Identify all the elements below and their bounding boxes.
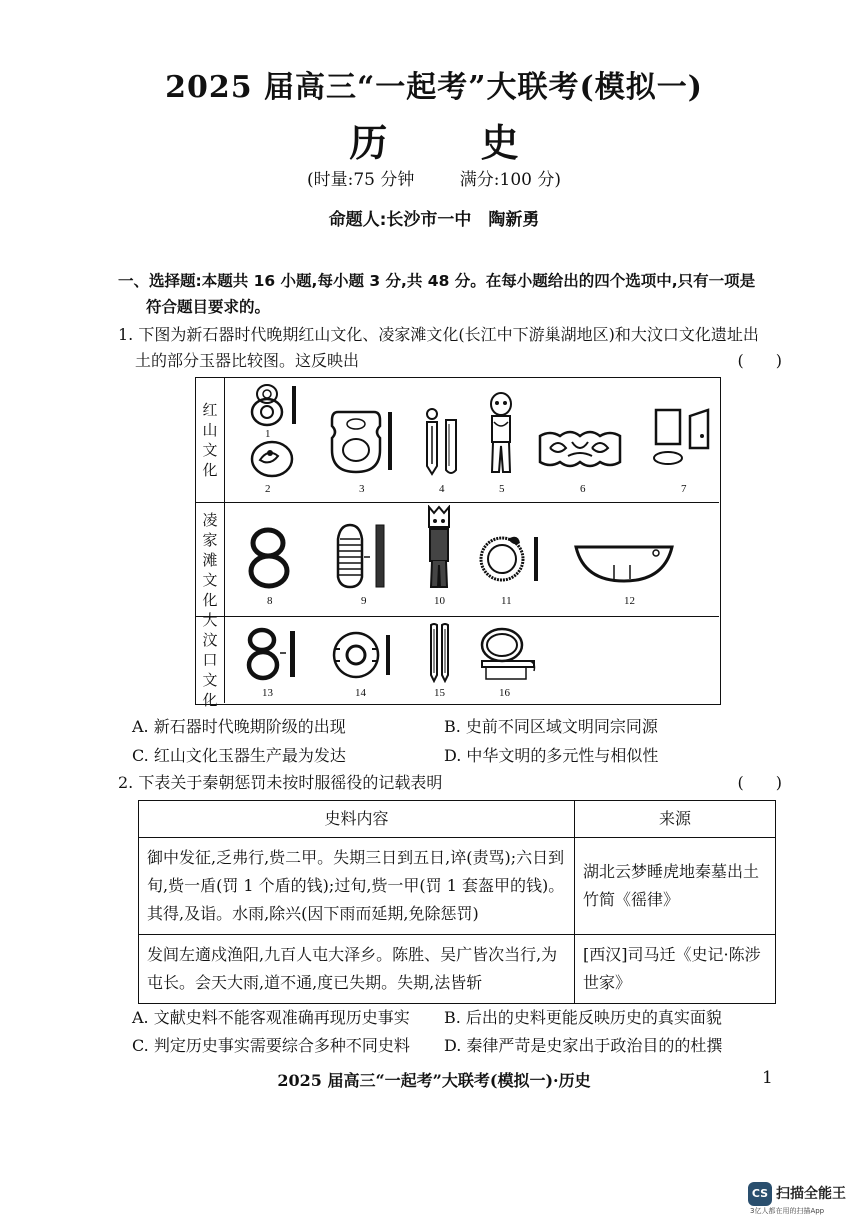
- row-label-hongshan: 红 山 文 化: [196, 378, 225, 502]
- scanner-logo-icon: CS: [748, 1182, 772, 1206]
- jade-artifact-2: [250, 440, 296, 478]
- time-limit: (时量:75 分钟: [306, 170, 415, 190]
- jade-artifact-16: [478, 625, 538, 683]
- artifact-number-16: 16: [499, 687, 510, 699]
- scanner-watermark: [748, 1176, 860, 1218]
- artifact-number-10: 10: [434, 595, 445, 607]
- row1-source: 湖北云梦睡虎地秦墓出土竹简《徭律》: [575, 838, 776, 935]
- full-score: 满分:100 分): [459, 170, 562, 190]
- jade-artifact-15: [428, 623, 452, 683]
- row-label-lingjiatan: 凌 家 滩 文 化: [196, 503, 225, 616]
- figure-row-hongshan: [196, 378, 719, 503]
- jade-artifact-8: [248, 527, 292, 589]
- section-heading: [118, 268, 783, 320]
- qin-records-table: [138, 800, 776, 1004]
- q2-option-c[interactable]: C. 判定历史事实需要综合多种不同史料: [132, 1036, 410, 1055]
- artifact-number-7: 7: [681, 483, 687, 495]
- scanner-name: 扫描全能王: [776, 1186, 846, 1202]
- q1-option-d[interactable]: D. 中华文明的多元性与相似性: [444, 746, 659, 765]
- artifact-number-13: 13: [262, 687, 273, 699]
- q2-option-b[interactable]: B. 后出的史料更能反映历史的真实面貌: [444, 1008, 722, 1027]
- exam-info: [0, 165, 868, 190]
- q1-stem-line1: 1. 下图为新石器时代晚期红山文化、凌家滩文化(长江中下游巢湖地区)和大汶口文化遗址出: [118, 325, 759, 344]
- header-content: 史料内容: [139, 801, 575, 838]
- q1-option-c[interactable]: C. 红山文化玉器生产最为发达: [132, 746, 346, 765]
- table-row: [139, 935, 776, 1004]
- jade-comparison-figure: [195, 377, 721, 709]
- q1-answer-paren: ( ): [737, 351, 782, 370]
- artifact-number-5: 5: [499, 483, 505, 495]
- page-footer: 2025 届高三“一起考”大联考(模拟一)·历史: [277, 1071, 591, 1090]
- artifact-number-1: 1: [265, 428, 271, 440]
- subject-title: 历 史: [349, 120, 559, 165]
- jade-artifact-7: [652, 406, 714, 472]
- artifact-number-3: 3: [359, 483, 365, 495]
- jade-artifact-5: [486, 392, 516, 478]
- jade-artifact-13: [246, 627, 298, 681]
- artifact-number-11: 11: [501, 595, 512, 607]
- author-line: 命题人:长沙市一中 陶新勇: [328, 210, 540, 230]
- jade-artifact-11: [478, 533, 542, 585]
- section-heading-line1: 一、选择题:本题共 16 小题,每小题 3 分,共 48 分。在每小题给出的四个选项中,只有一项是: [118, 272, 756, 290]
- jade-artifact-12: [574, 543, 674, 583]
- page-number: 1: [762, 1068, 773, 1088]
- artifact-number-8: 8: [267, 595, 273, 607]
- row2-source: [西汉]司马迁《史记·陈涉世家》: [575, 935, 776, 1004]
- scanner-slogan: 3亿人都在用的扫描App: [750, 1207, 825, 1215]
- artifact-number-12: 12: [624, 595, 635, 607]
- jade-artifact-4: [422, 406, 462, 478]
- artifact-number-14: 14: [355, 687, 366, 699]
- q1-stem-line2: 土的部分玉器比较图。这反映出: [135, 351, 360, 370]
- question-1-stem: [118, 322, 783, 374]
- q2-answer-paren: ( ): [737, 773, 782, 792]
- artifact-number-4: 4: [439, 483, 445, 495]
- artifact-number-15: 15: [434, 687, 445, 699]
- jade-artifact-9: [336, 521, 390, 591]
- jade-artifact-10: [424, 505, 454, 591]
- table-header-row: [139, 801, 776, 838]
- row1-content: 御中发征,乏弗行,赀二甲。失期三日到五日,谇(责骂);六日到旬,赀一盾(罚 1 个盾的钱);过旬,赀一甲(罚 1 套盔甲的钱)。其得,及诣。水雨,除兴(因下雨而延期,免除惩罚): [139, 838, 575, 935]
- jade-artifact-14: [332, 631, 392, 679]
- artifact-number-9: 9: [361, 595, 367, 607]
- artifact-number-6: 6: [580, 483, 586, 495]
- artifact-number-2: 2: [265, 483, 271, 495]
- q1-option-a[interactable]: A. 新石器时代晚期阶级的出现: [132, 717, 346, 736]
- q2-option-d[interactable]: D. 秦律严苛是史家出于政治目的的杜撰: [444, 1036, 723, 1055]
- jade-artifact-6: [538, 428, 622, 470]
- figure-row-dawenkou: [196, 611, 719, 709]
- section-heading-line2: 符合题目要求的。: [146, 298, 271, 316]
- q1-option-b[interactable]: B. 史前不同区域文明同宗同源: [444, 717, 658, 736]
- row2-content: 发闾左適戍渔阳,九百人屯大泽乡。陈胜、吴广皆次当行,为屯长。会天大雨,道不通,度已失期。失期,法皆斩: [139, 935, 575, 1004]
- exam-title: 2025 届高三“一起考”大联考(模拟一): [165, 70, 703, 105]
- row-label-dawenkou: 大 汶 口 文 化: [196, 617, 225, 703]
- jade-artifact-1: [250, 382, 300, 430]
- table-row: [139, 838, 776, 935]
- question-2-stem: 2. 下表关于秦朝惩罚未按时服徭役的记载表明: [118, 773, 443, 792]
- q2-option-a[interactable]: A. 文献史料不能客观准确再现历史事实: [132, 1008, 410, 1027]
- jade-artifact-3: [328, 404, 396, 476]
- header-source: 来源: [575, 801, 776, 838]
- figure-row-lingjiatan: [196, 503, 719, 617]
